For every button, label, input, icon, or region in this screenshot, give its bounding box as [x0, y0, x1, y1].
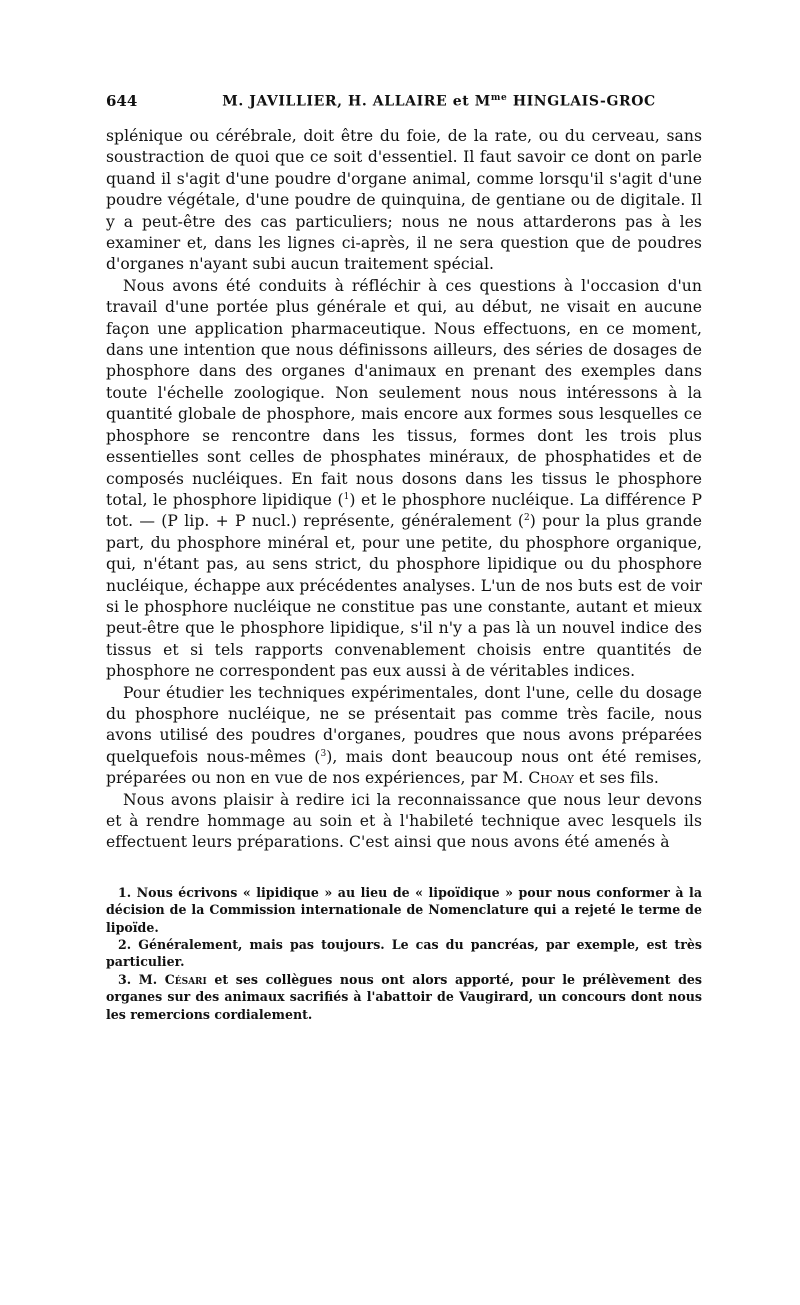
paragraph-1: splénique ou cérébrale, doit être du foie, de la rate, ou du cerveau, sans soustraction de quoi que ce soit d'essentiel. Il faut savoir ce dont on parle quand il s'agit d'une poudre d'organe animal, comme lorsqu'il s'agit d'une poudre végétale, d'une poudre de quinquina, de gentiane ou de digitale. Il y a peut-être des cas particuliers; nous ne nous attarderons pas à les examiner et, dans les lignes ci-après, il ne sera question que de poudres d'organes n'ayant subi aucun traitement spécial. — [106, 127, 702, 274]
page — [106, 92, 702, 1023]
footnote-ref-2[interactable]: 2 — [523, 513, 530, 524]
running-title — [176, 93, 702, 110]
footnote-ref-3[interactable]: 3 — [320, 748, 327, 759]
paragraph-2-part-a: Nous avons été conduits à réfléchir à ces questions à l'occasion d'un travail d'une portée plus générale et qui, au début, ne visait en aucune façon une application pharmaceutique. Nous effectuons, en ce moment, dans une intention que nous définissons ailleurs, des séries de dosages de phosphore dans des organes d'animaux en prenant des exemples dans toute l'échelle zoologique. Non seulement nous nous intéressons à la quantité globale de phosphore, mais encore aux formes sous lesquelles ce phosphore se rencontre dans les tissus, formes dont les trois plus essentielles sont celles de phosphates minéraux, de phosphatides et de composés nucléiques. En fait nous dosons dans les tissus le phosphore total, le phosphore lipidique ( — [106, 276, 702, 509]
paragraph-3 — [106, 683, 702, 790]
page-number: 644 — [106, 92, 138, 110]
body-text — [106, 126, 702, 854]
running-title-sup: me — [490, 93, 508, 104]
running-title-part2: HINGLAIS-GROC — [507, 94, 656, 110]
paragraph-2-part-b: ) et le phosphore nucléique. La différence P tot. — (P lip. + P nucl.) représente, généralement ( — [106, 490, 702, 531]
paragraph-2-part-c: ) pour la plus grande part, du phosphore minéral et, pour une petite, du phosphore organique, qui, n'étant pas, au sens strict, du phosphore lipidique ou du phosphore nucléique, échappe aux précédentes analyses. L'un de nos buts est de voir si le phosphore nucléique ne constitue pas une constante, autant et mieux peut-être que le phosphore lipidique, s'il n'y a pas là un nouvel indice des tissus et si tels rapports convenablement choisis entre quantités de phosphore ne correspondent pas eux aussi à de véritables indices. — [106, 512, 702, 681]
footnote-2: 2. Généralement, mais pas toujours. Le cas du pancréas, par exemple, est très particulier. — [106, 937, 702, 970]
running-title-part1: M. JAVILLIER, H. ALLAIRE et M — [222, 94, 491, 110]
paragraph-4: Nous avons plaisir à redire ici la reconnaissance que nous leur devons et à rendre hommage au soin et à l'habileté technique avec lesquels ils effectuent leurs préparations. C'est ainsi que nous avons été amenés à — [106, 790, 702, 852]
paragraph-3-part-a: Pour étudier les techniques expérimentales, dont l'une, celle du dosage du phosphore nucléique, ne se présentait pas comme très facile, nous avons utilisé des poudres d'organes, poudres que nous avons préparées quelquefois nous-mêmes ( — [106, 683, 702, 766]
person-name-cesari: Césari — [164, 971, 207, 987]
paragraph-3-part-b: ), mais dont beaucoup nous ont été remises, préparées ou non en vue de nos expériences, par M. — [106, 747, 702, 788]
footnote-3 — [106, 971, 702, 1023]
footnote-1: 1. Nous écrivons « lipidique » au lieu de « lipoïdique » pour nous conformer à la décision de la Commission internationale de Nomenclature qui a rejeté le terme de lipoïde. — [106, 884, 702, 935]
paragraph-3-part-c: et ses fils. — [573, 769, 659, 788]
footnotes — [106, 884, 702, 1023]
footnote-3-part-a: 3. M. — [118, 971, 165, 987]
footnote-3-part-b: et ses collègues nous ont alors apporté, pour le prélèvement des organes sur des animaux sacrifiés à l'abattoir de Vaugirard, un concours dont nous les remercions cordialement. — [106, 971, 702, 1022]
person-name-choay: Choay — [528, 769, 574, 788]
running-head — [106, 92, 702, 118]
footnote-ref-1[interactable]: 1 — [343, 491, 350, 502]
paragraph-2 — [106, 276, 702, 683]
